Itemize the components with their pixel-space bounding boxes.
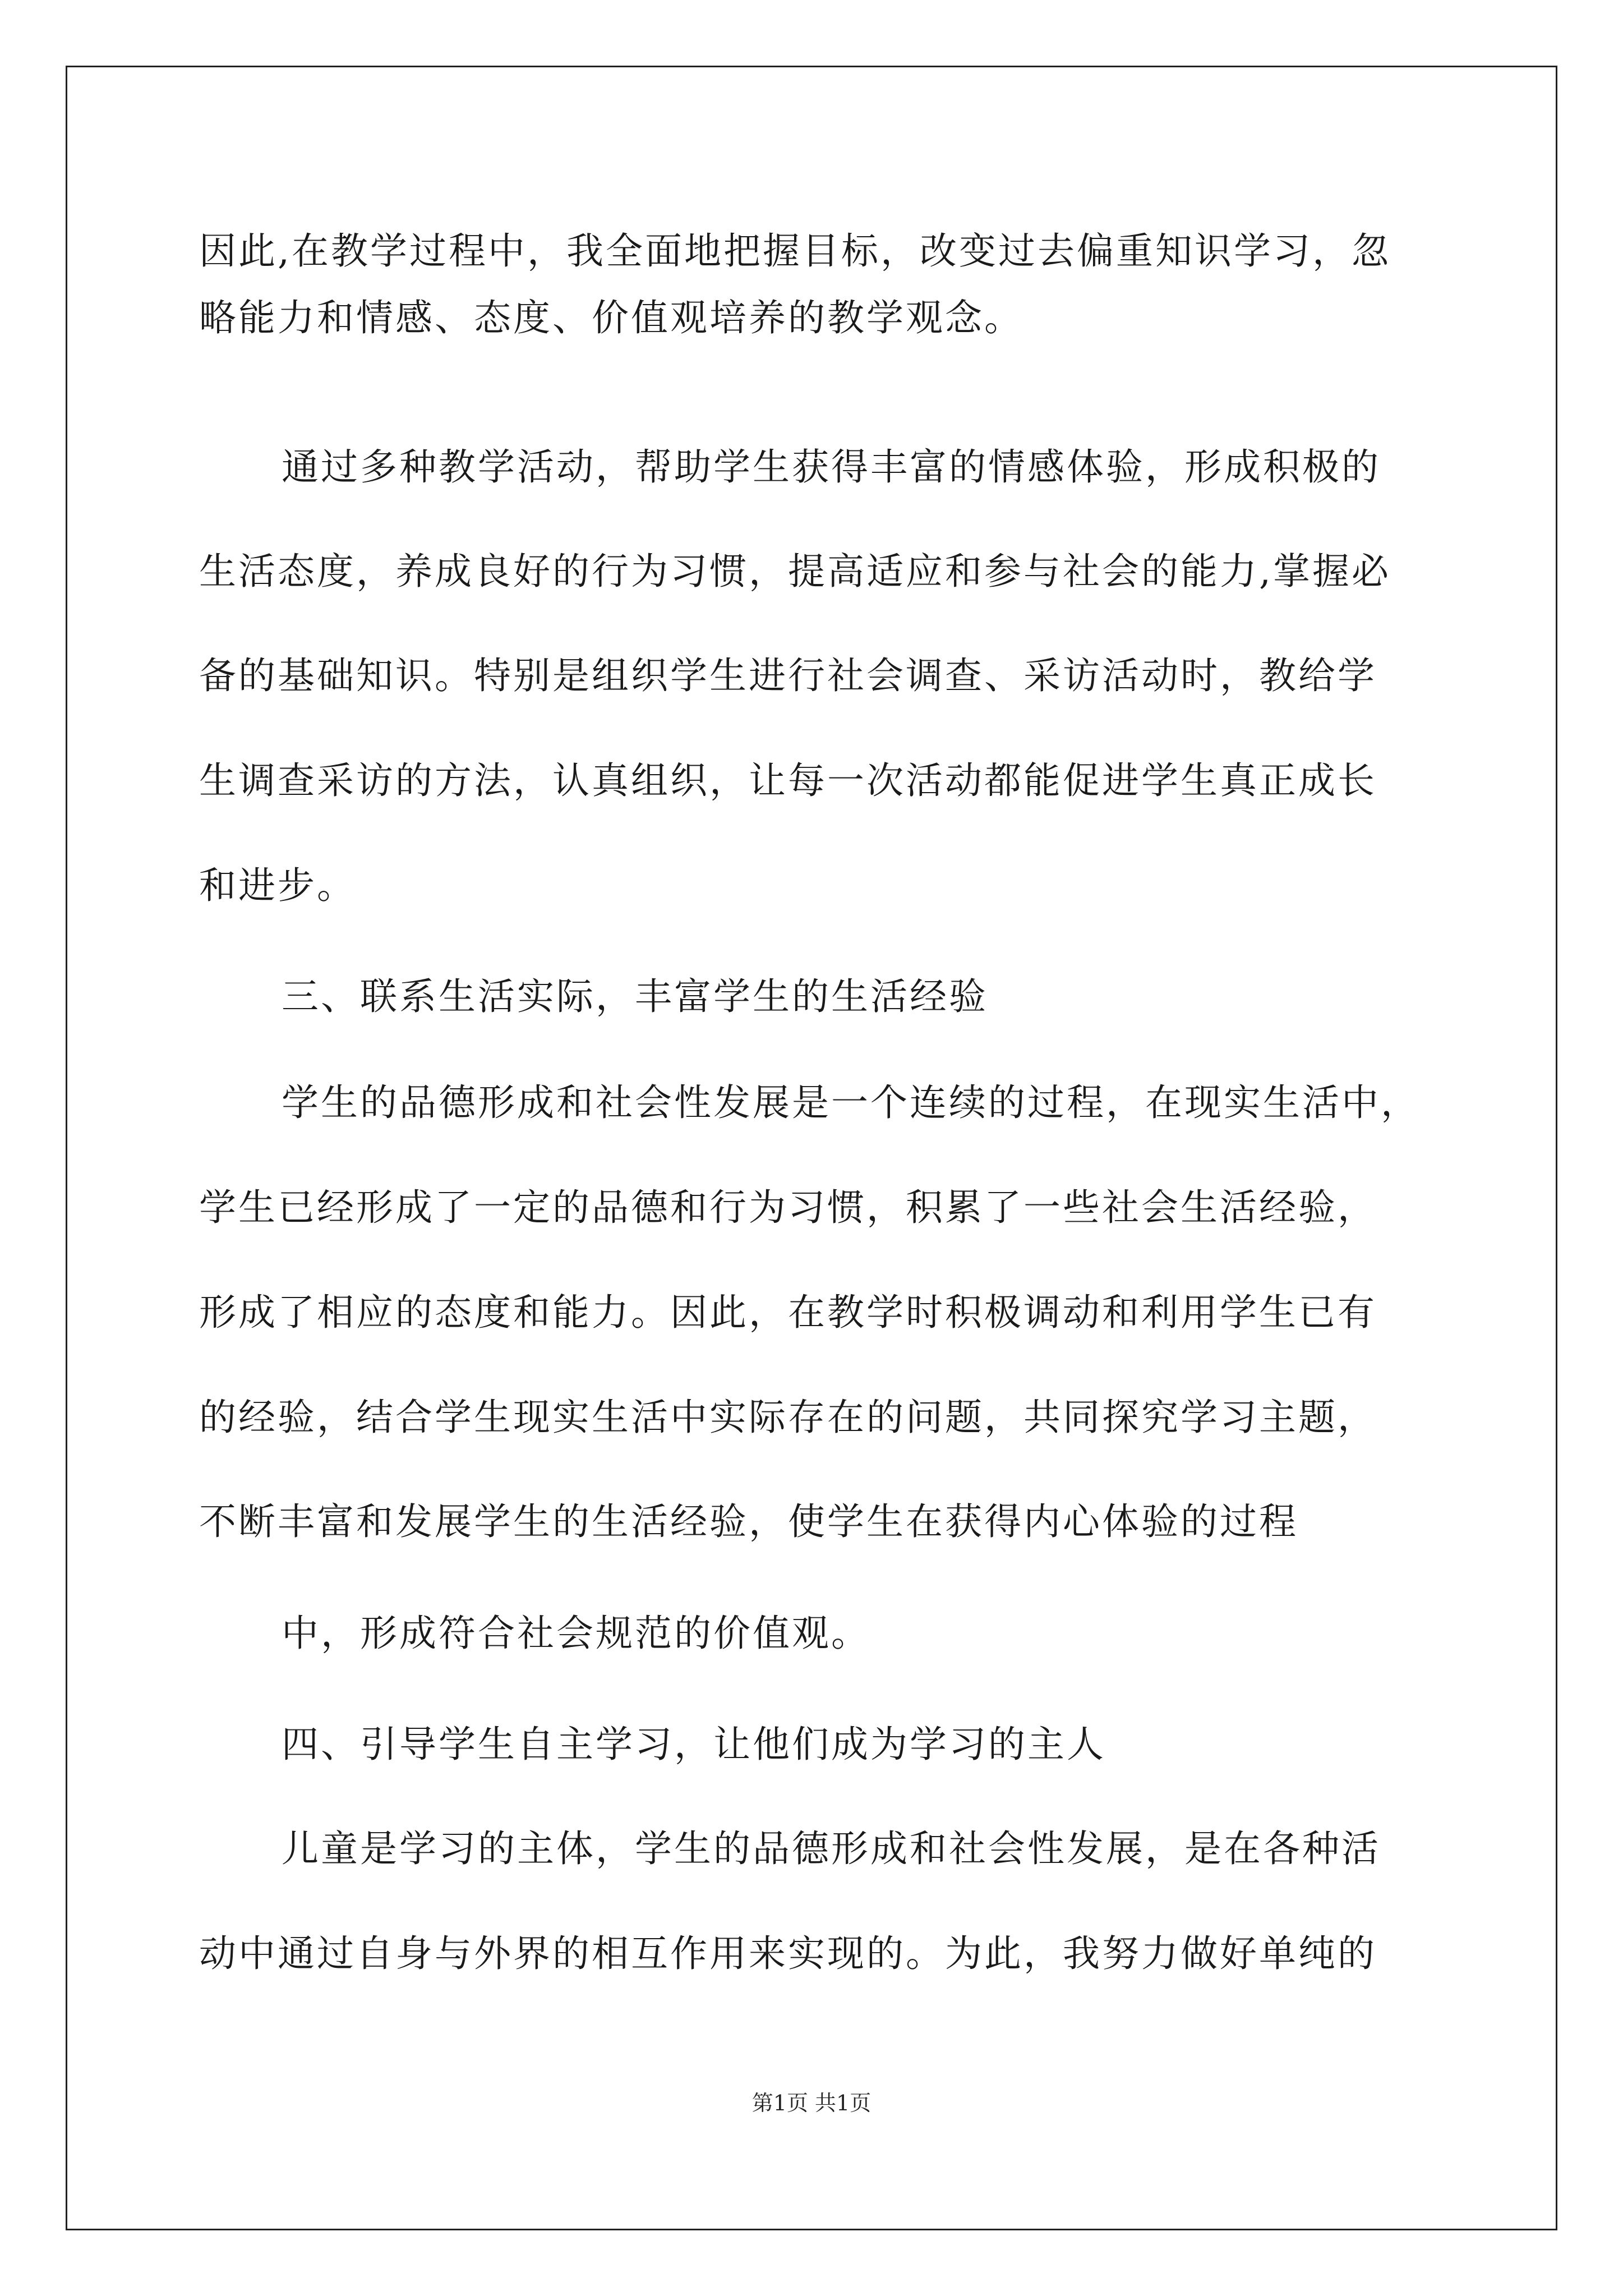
section-heading: 三、联系生活实际，丰富学生的生活经验 bbox=[282, 975, 988, 1018]
page-border bbox=[66, 66, 1557, 2230]
text-line: 生调查采访的方法，认真组织，让每一次活动都能促进学生真正成长 bbox=[199, 759, 1377, 802]
text-line: 学生的品德形成和社会性发展是一个连续的过程，在现实生活中， bbox=[282, 1081, 1420, 1124]
text-line: 儿童是学习的主体，学生的品德形成和社会性发展，是在各种活 bbox=[282, 1827, 1381, 1870]
text-line: 因此,在教学过程中，我全面地把握目标，改变过去偏重知识学习，忽 bbox=[199, 229, 1391, 273]
page-number: 第1页 共1页 bbox=[751, 2091, 872, 2115]
text-line: 备的基础知识。特别是组织学生进行社会调查、采访活动时，教给学 bbox=[199, 654, 1377, 697]
text-line: 通过多种教学活动，帮助学生获得丰富的情感体验，形成积极的 bbox=[282, 445, 1381, 489]
text-line: 略能力和情感、态度、价值观培养的教学观念。 bbox=[199, 296, 1023, 339]
text-line: 生活态度，养成良好的行为习惯，提高适应和参与社会的能力,掌握必 bbox=[199, 550, 1391, 593]
text-line: 中，形成符合社会规范的价值观。 bbox=[282, 1612, 870, 1655]
text-line: 形成了相应的态度和能力。因此，在教学时积极调动和利用学生已有 bbox=[199, 1291, 1377, 1334]
text-line: 不断丰富和发展学生的生活经验，使学生在获得内心体验的过程 bbox=[199, 1500, 1298, 1543]
text-line: 的经验，结合学生现实生活中实际存在的问题，共同探究学习主题， bbox=[199, 1396, 1377, 1439]
text-line: 和进步。 bbox=[199, 864, 356, 907]
text-line: 学生已经形成了一定的品德和行为习惯，积累了一些社会生活经验， bbox=[199, 1186, 1377, 1229]
section-heading: 四、引导学生自主学习，让他们成为学习的主人 bbox=[282, 1723, 1106, 1766]
text-line: 动中通过自身与外界的相互作用来实现的。为此，我努力做好单纯的 bbox=[199, 1932, 1377, 1975]
